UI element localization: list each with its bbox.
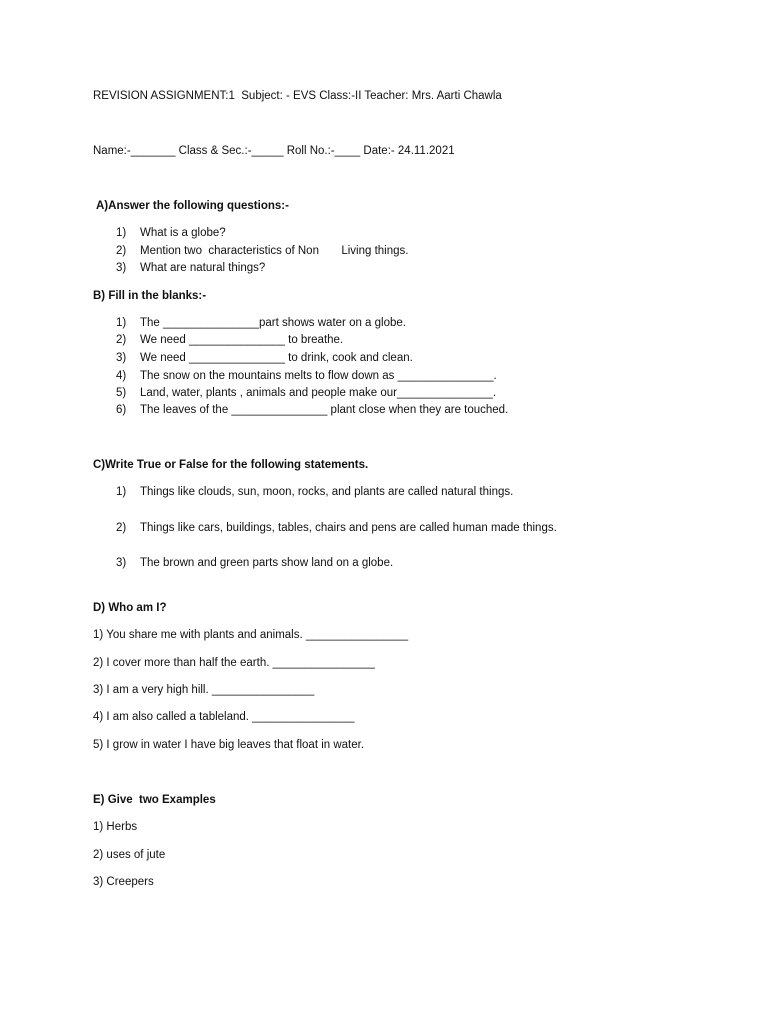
list-item: 3) Creepers [93,876,154,888]
item-number: 2) [116,522,127,534]
item-text: The brown and green parts show land on a globe. [140,557,394,569]
item-number: 6) [116,404,127,416]
item-text: What are natural things? [140,262,266,274]
item-text: Things like cars, buildings, tables, chairs and pens are called human made things. [140,522,557,534]
assignment-title: REVISION ASSIGNMENT:1 Subject: - EVS Class:-II Teacher: Mrs. Aarti Chawla [93,90,502,102]
item-text: Things like clouds, sun, moon, rocks, and plants are called natural things. [140,486,514,498]
item-number: 1) [116,317,127,329]
item-number: 5) [116,387,127,399]
item-number: 3) [116,352,127,364]
item-number: 3) [116,557,127,569]
section-c-heading: C)Write True or False for the following statements. [93,459,369,471]
item-number: 4) [116,370,127,382]
item-number: 1) [116,486,127,498]
list-item: 1) You share me with plants and animals. ________________ [93,629,409,641]
item-text: We need _______________ to drink, cook and clean. [140,352,413,364]
item-text: The leaves of the _______________ plant close when they are touched. [140,404,509,416]
item-number: 1) [116,227,127,239]
item-text: Mention two characteristics of Non Living things. [140,245,409,257]
item-text: We need _______________ to breathe. [140,334,344,346]
item-text: Land, water, plants , animals and people make our_______________. [140,387,497,399]
student-details-line: Name:-_______ Class & Sec.:-_____ Roll No.:-____ Date:- 24.11.2021 [93,145,455,157]
section-b-heading: B) Fill in the blanks:- [93,290,207,302]
section-e-heading: E) Give two Examples [93,794,216,806]
list-item: 4) I am also called a tableland. ________________ [93,711,355,723]
section-a-heading: A)Answer the following questions:- [96,200,289,212]
item-text: What is a globe? [140,227,226,239]
item-number: 2) [116,334,127,346]
list-item: 1) Herbs [93,821,138,833]
list-item: 2) I cover more than half the earth. ________________ [93,657,375,669]
item-number: 2) [116,245,127,257]
item-text: The _______________part shows water on a globe. [140,317,406,329]
item-number: 3) [116,262,127,274]
list-item: 2) uses of jute [93,849,166,861]
item-text: The snow on the mountains melts to flow down as _______________. [140,370,497,382]
list-item: 5) I grow in water I have big leaves that float in water. [93,739,365,751]
section-d-heading: D) Who am I? [93,602,167,614]
list-item: 3) I am a very high hill. ________________ [93,684,315,696]
